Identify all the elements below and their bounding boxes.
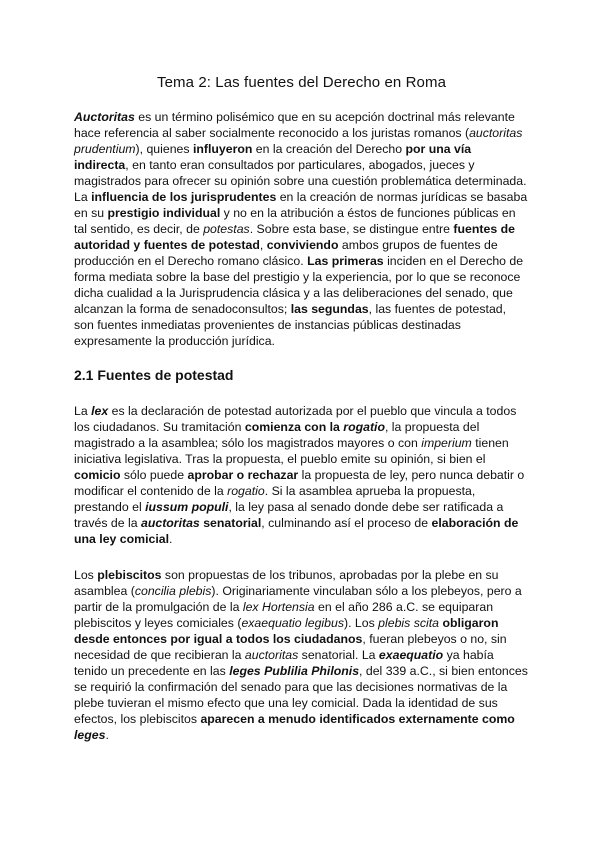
emphasis-run: obligaron desde entonces por igual a todos los ciudadanos	[74, 616, 499, 646]
emphasis-run: auctoritas	[244, 648, 299, 662]
emphasis-run: auctoritas	[141, 516, 200, 530]
emphasis-run: comienza con la	[244, 420, 344, 434]
emphasis-run: Las primeras	[307, 254, 384, 268]
emphasis-run: plebis scita	[378, 616, 440, 630]
emphasis-run: concilia plebis	[134, 584, 212, 598]
emphasis-run: por una vía indirecta	[74, 142, 472, 172]
emphasis-run: rogatio	[343, 420, 385, 434]
emphasis-run: Auctoritas	[74, 110, 135, 124]
emphasis-run: influencia de los jurisprudentes	[91, 190, 277, 204]
emphasis-run: leges	[74, 728, 106, 742]
emphasis-run: las segundas	[290, 302, 369, 316]
paragraph-plebiscitos: Los plebiscitos son propuestas de los tribunos, aprobadas por la plebe en su asamblea (concilia plebis). Originariamente vinculaban sólo a los plebeyos, pero a partir de la promulgación de la lex Hortensia en el año 286 a.C. se equiparan plebiscitos y leyes comiciales (exaequatio legibus). Los plebis scita obligaron desde entonces por igual a todos los ciudadanos, fueran plebeyos o no, sin necesidad de que recibieran la auctoritas senatorial. La exaequatio ya había tenido un precedente en las leges Publilia Philonis, del 339 a.C., si bien entonces se requirió la confirmación del senado para que las decisiones normativas de la plebe tuvieran el mismo efecto que una ley comicial. Dada la identidad de sus efectos, los plebiscitos aparecen a menudo identificados externamente como leges.	[74, 568, 528, 742]
emphasis-run: conviviendo	[266, 238, 339, 252]
document-page	[74, 74, 529, 743]
emphasis-run: rogatio	[227, 484, 265, 498]
emphasis-run: comicio	[74, 468, 121, 482]
emphasis-run: aparecen a menudo identificados externamente como	[200, 712, 515, 726]
emphasis-run: elaboración de una ley comicial	[74, 516, 519, 546]
emphasis-run: fuentes de autoridad y fuentes de potestad	[74, 222, 515, 252]
emphasis-run: auctoritas prudentium	[74, 126, 523, 156]
emphasis-run: iussum populi	[145, 500, 229, 514]
emphasis-run: senatorial	[203, 516, 262, 530]
emphasis-run: potestas	[203, 222, 250, 236]
emphasis-run: exaequatio	[378, 648, 444, 662]
emphasis-run: lex Hortensia	[242, 600, 315, 614]
emphasis-run: imperium	[421, 436, 472, 450]
emphasis-run: lex	[91, 404, 109, 418]
section-heading: 2.1 Fuentes de potestad	[74, 367, 234, 383]
emphasis-run: influyeron	[192, 142, 253, 156]
paragraph-lex: La lex es la declaración de potestad autorizada por el pueblo que vincula a todos los ciudadanos. Su tramitación comienza con la rogatio, la propuesta del magistrado a la asamblea; sólo los magistrados mayores o con imperium tienen iniciativa legislativa. Tras la propuesta, el pueblo emite su opinión, si bien el comicio sólo puede aprobar o rechazar la propuesta de ley, pero nunca debatir o modificar el contenido de la rogatio. Si la asamblea aprueba la propuesta, prestando el iussum populi, la ley pasa al senado donde debe ser ratificada a través de la auctoritas senatorial, culminando así el proceso de elaboración de una ley comicial.	[74, 404, 525, 546]
paragraph-auctoritas: Auctoritas es un término polisémico que en su acepción doctrinal más relevante hace referencia al saber socialmente reconocido a los juristas romanos (auctoritas prudentium), quienes influyeron en la creación del Derecho por una vía indirecta, en tanto eran consultados por particulares, abogados, jueces y magistrados para ofrecer su opinión sobre una cuestión problemática determinada. La influencia de los jurisprudentes en la creación de normas jurídicas se basaba en su prestigio individual y no en la atribución a éstos de funciones públicas en tal sentido, es decir, de potestas. Sobre esta base, se distingue entre fuentes de autoridad y fuentes de potestad, conviviendo ambos grupos de fuentes de producción en el Derecho romano clásico. Las primeras inciden en el Derecho de forma mediata sobre la base del prestigio y la experiencia, por lo que se reconoce dicha cualidad a la Jurisprudencia clásica y a las deliberaciones del senado, que alcanzan la forma de senadoconsultos; las segundas, las fuentes de potestad, son fuentes inmediatas provenientes de instancias públicas destinadas expresamente la producción jurídica.	[74, 110, 528, 348]
emphasis-run: prestigio individual	[107, 206, 221, 220]
emphasis-run: plebiscitos	[97, 568, 162, 582]
emphasis-run: aprobar o rechazar	[187, 468, 299, 482]
emphasis-run: leges Publilia Philonis	[229, 664, 360, 678]
emphasis-run: exaequatio legibus	[241, 616, 344, 630]
document-title: Tema 2: Las fuentes del Derecho en Roma	[156, 74, 447, 91]
